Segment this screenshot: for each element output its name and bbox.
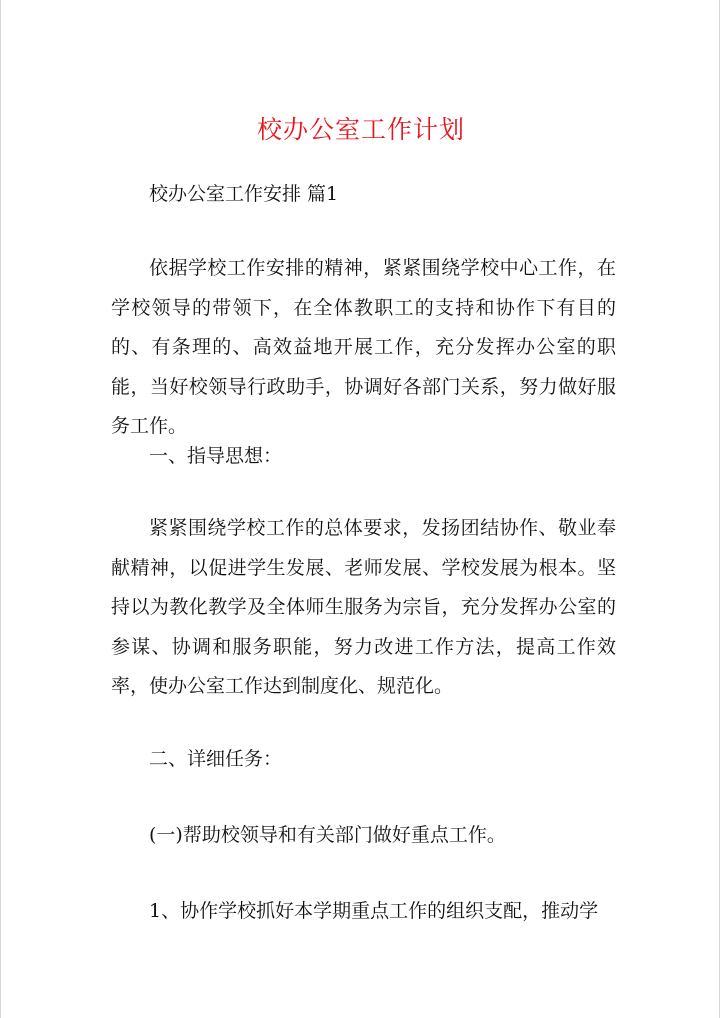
- section-heading-guiding-thought: 一、指导思想：: [149, 445, 283, 467]
- subsection-heading-key-work: (一)帮助校领导和有关部门做好重点工作。: [149, 824, 506, 846]
- intro-paragraph: 依据学校工作安排的精神，紧紧围绕学校中心工作，在学校领导的带领下，在全体教职工的支持和协作下有目的的、有条理的、高效益地开展工作，充分发挥办公室的职能，当好校领导行政助手，协调好各部门关系，努力做好服务工作。: [111, 257, 616, 437]
- document-title: 校办公室工作计划: [256, 115, 465, 144]
- section-heading-detailed-tasks: 二、详细任务：: [149, 748, 283, 770]
- task-item-1: 1、协作学校抓好本学期重点工作的组织支配，推动学: [149, 900, 599, 922]
- guiding-thought-paragraph: 紧紧围绕学校工作的总体要求，发扬团结协作、敬业奉献精神，以促进学生发展、老师发展、学校发展为根本。坚持以为教化教学及全体师生服务为宗旨，充分发挥办公室的参谋、协调和服务职能，努力改进工作方法，提高工作效率，使办公室工作达到制度化、规范化。: [111, 517, 616, 697]
- document-subtitle: 校办公室工作安排 篇1: [149, 183, 339, 205]
